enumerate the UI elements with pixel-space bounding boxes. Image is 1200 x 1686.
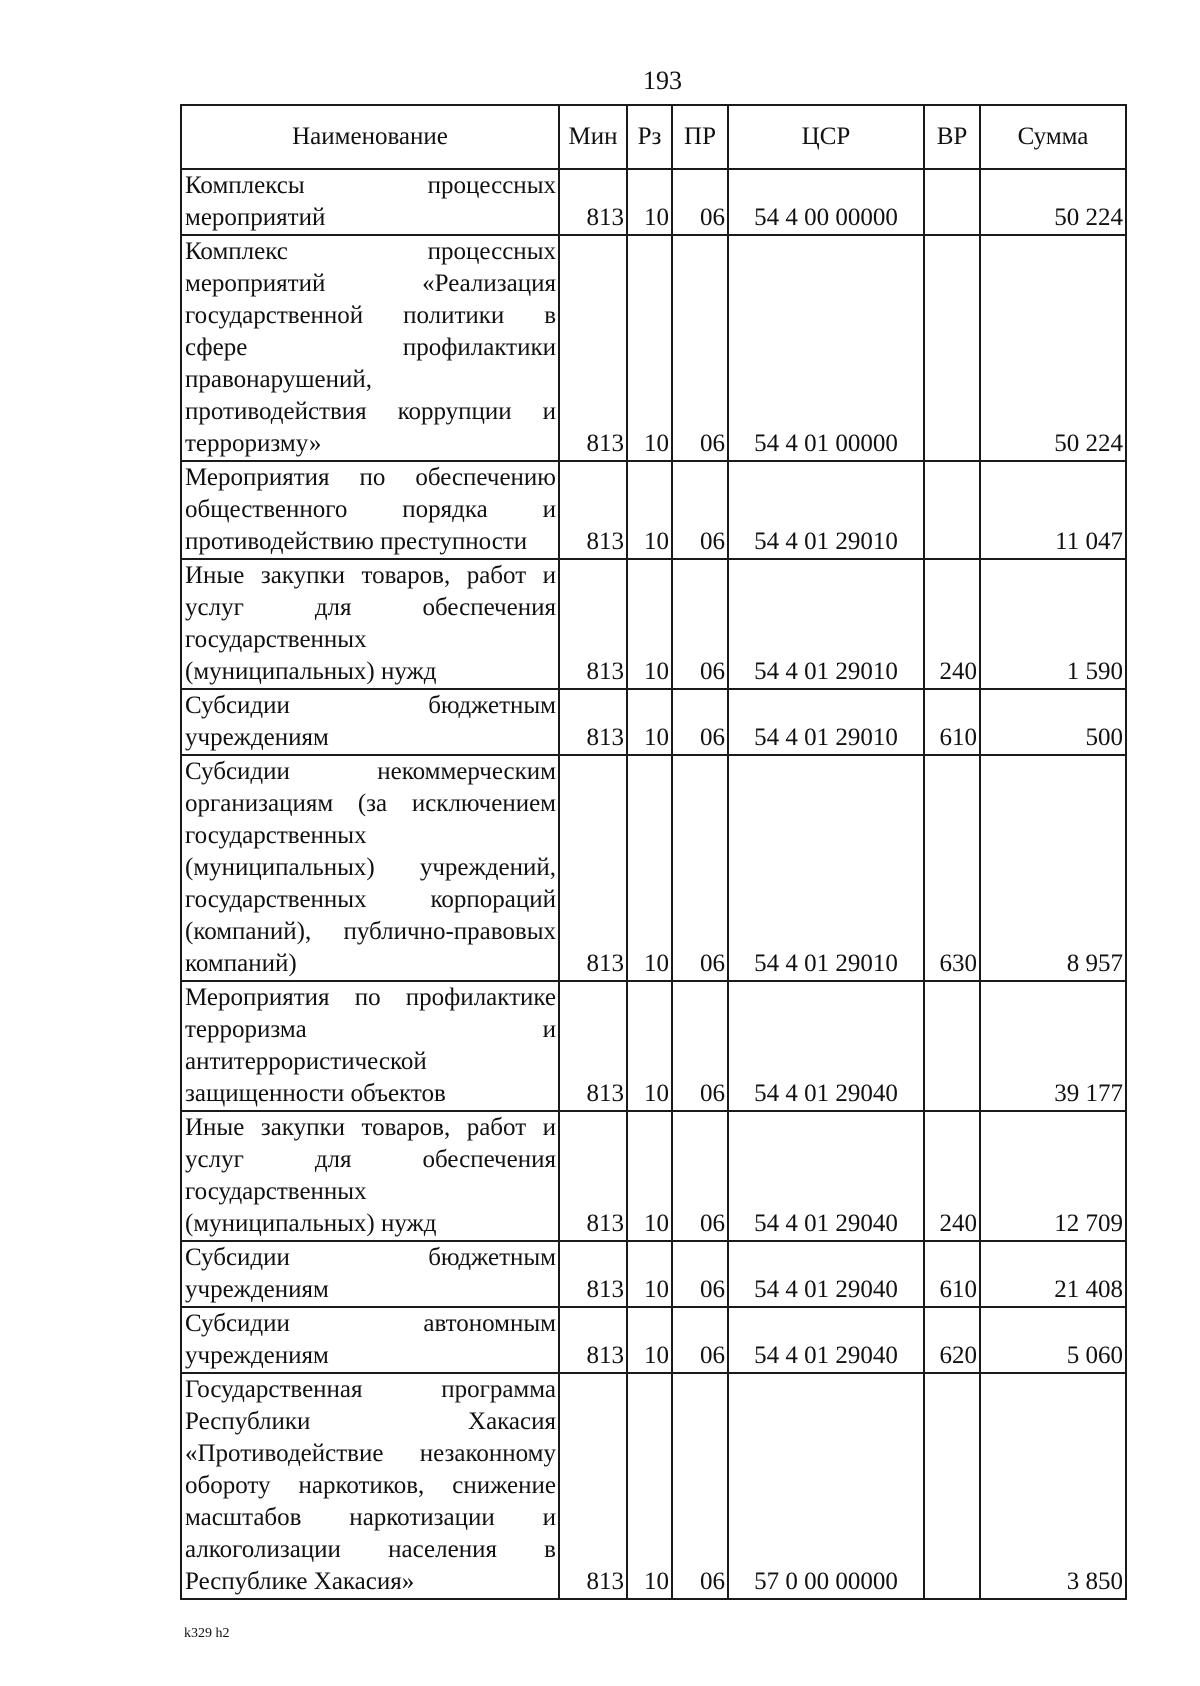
table-row: [181, 1111, 1126, 1241]
cell-min: 813: [559, 981, 627, 1111]
table-row: [181, 1373, 1126, 1599]
cell-name: Иные закупки товаров, работ и услуг для обеспечения государственных (муниципальных) нужд: [181, 1111, 559, 1241]
cell-vr: 610: [924, 1241, 980, 1307]
cell-rz: 10: [627, 1241, 672, 1307]
cell-sum: 21 408: [980, 1241, 1126, 1307]
header-rz: Рз: [627, 105, 672, 169]
table-row: [181, 755, 1126, 981]
cell-sum: 39 177: [980, 981, 1126, 1111]
cell-min: 813: [559, 559, 627, 689]
header-pr: ПР: [672, 105, 728, 169]
cell-pr: 06: [672, 235, 728, 461]
cell-vr: 240: [924, 559, 980, 689]
cell-name: Субсидии бюджетным учреждениям: [181, 1241, 559, 1307]
table-row: [181, 1307, 1126, 1373]
cell-rz: 10: [627, 461, 672, 559]
cell-vr: [924, 981, 980, 1111]
cell-pr: 06: [672, 461, 728, 559]
cell-vr: [924, 169, 980, 235]
cell-csr: 54 4 01 29010: [728, 689, 924, 755]
cell-name: Субсидии некоммерческим организациям (за исключением государственных (муниципальных) учреждений, государственных корпораций (компаний), публично-правовых компаний): [181, 755, 559, 981]
header-csr: ЦСР: [728, 105, 924, 169]
cell-min: 813: [559, 1241, 627, 1307]
cell-pr: 06: [672, 169, 728, 235]
table-row: [181, 169, 1126, 235]
header-min: Мин: [559, 105, 627, 169]
cell-vr: 240: [924, 1111, 980, 1241]
cell-sum: 11 047: [980, 461, 1126, 559]
cell-name: Мероприятия по профилактике терроризма и антитеррористической защищенности объектов: [181, 981, 559, 1111]
cell-min: 813: [559, 169, 627, 235]
header-vr: ВР: [924, 105, 980, 169]
cell-csr: 54 4 01 29040: [728, 1111, 924, 1241]
cell-csr: 54 4 01 29010: [728, 461, 924, 559]
table-row: [181, 981, 1126, 1111]
cell-pr: 06: [672, 1241, 728, 1307]
cell-name: Иные закупки товаров, работ и услуг для обеспечения государственных (муниципальных) нужд: [181, 559, 559, 689]
cell-min: 813: [559, 235, 627, 461]
page-number: 193: [643, 66, 682, 95]
cell-pr: 06: [672, 981, 728, 1111]
cell-csr: 54 4 01 29040: [728, 981, 924, 1111]
cell-vr: 610: [924, 689, 980, 755]
cell-vr: [924, 1373, 980, 1599]
cell-csr: 54 4 01 29010: [728, 559, 924, 689]
cell-rz: 10: [627, 1373, 672, 1599]
cell-min: 813: [559, 755, 627, 981]
cell-csr: 57 0 00 00000: [728, 1373, 924, 1599]
cell-min: 813: [559, 1307, 627, 1373]
cell-vr: [924, 235, 980, 461]
cell-sum: 3 850: [980, 1373, 1126, 1599]
cell-min: 813: [559, 689, 627, 755]
cell-sum: 1 590: [980, 559, 1126, 689]
cell-rz: 10: [627, 235, 672, 461]
cell-rz: 10: [627, 981, 672, 1111]
cell-rz: 10: [627, 559, 672, 689]
table-row: [181, 689, 1126, 755]
table-row: [181, 235, 1126, 461]
cell-sum: 500: [980, 689, 1126, 755]
cell-rz: 10: [627, 169, 672, 235]
cell-sum: 50 224: [980, 235, 1126, 461]
cell-sum: 8 957: [980, 755, 1126, 981]
cell-sum: 12 709: [980, 1111, 1126, 1241]
cell-rz: 10: [627, 1111, 672, 1241]
cell-min: 813: [559, 1373, 627, 1599]
cell-name: Мероприятия по обеспечению общественного порядка и противодействию преступности: [181, 461, 559, 559]
cell-rz: 10: [627, 689, 672, 755]
cell-pr: 06: [672, 1307, 728, 1373]
cell-csr: 54 4 01 29040: [728, 1307, 924, 1373]
cell-pr: 06: [672, 1111, 728, 1241]
cell-rz: 10: [627, 1307, 672, 1373]
cell-csr: 54 4 01 00000: [728, 235, 924, 461]
cell-vr: [924, 461, 980, 559]
table-body: [181, 169, 1126, 1599]
cell-name: Комплекс процессных мероприятий «Реализация государственной политики в сфере профилактики правонарушений, противодействия коррупции и терроризму»: [181, 235, 559, 461]
header-name: Наименование: [181, 105, 559, 169]
cell-pr: 06: [672, 559, 728, 689]
cell-pr: 06: [672, 689, 728, 755]
table-row: [181, 461, 1126, 559]
table-row: [181, 1241, 1126, 1307]
cell-name: Субсидии автономным учреждениям: [181, 1307, 559, 1373]
cell-name: Комплексы процессных мероприятий: [181, 169, 559, 235]
cell-pr: 06: [672, 1373, 728, 1599]
cell-name: Государственная программа Республики Хакасия «Противодействие незаконному обороту наркотиков, снижение масштабов наркотизации и алкоголизации населения в Республике Хакасия»: [181, 1373, 559, 1599]
cell-csr: 54 4 01 29010: [728, 755, 924, 981]
header-sum: Сумма: [980, 105, 1126, 169]
cell-vr: 630: [924, 755, 980, 981]
cell-sum: 50 224: [980, 169, 1126, 235]
cell-sum: 5 060: [980, 1307, 1126, 1373]
budget-table: [180, 104, 1127, 1600]
cell-pr: 06: [672, 755, 728, 981]
table-header-row: [181, 105, 1126, 169]
cell-name: Субсидии бюджетным учреждениям: [181, 689, 559, 755]
cell-vr: 620: [924, 1307, 980, 1373]
cell-csr: 54 4 00 00000: [728, 169, 924, 235]
cell-min: 813: [559, 1111, 627, 1241]
cell-rz: 10: [627, 755, 672, 981]
table-row: [181, 559, 1126, 689]
cell-csr: 54 4 01 29040: [728, 1241, 924, 1307]
footer-code: k329 h2: [184, 1626, 230, 1641]
cell-min: 813: [559, 461, 627, 559]
